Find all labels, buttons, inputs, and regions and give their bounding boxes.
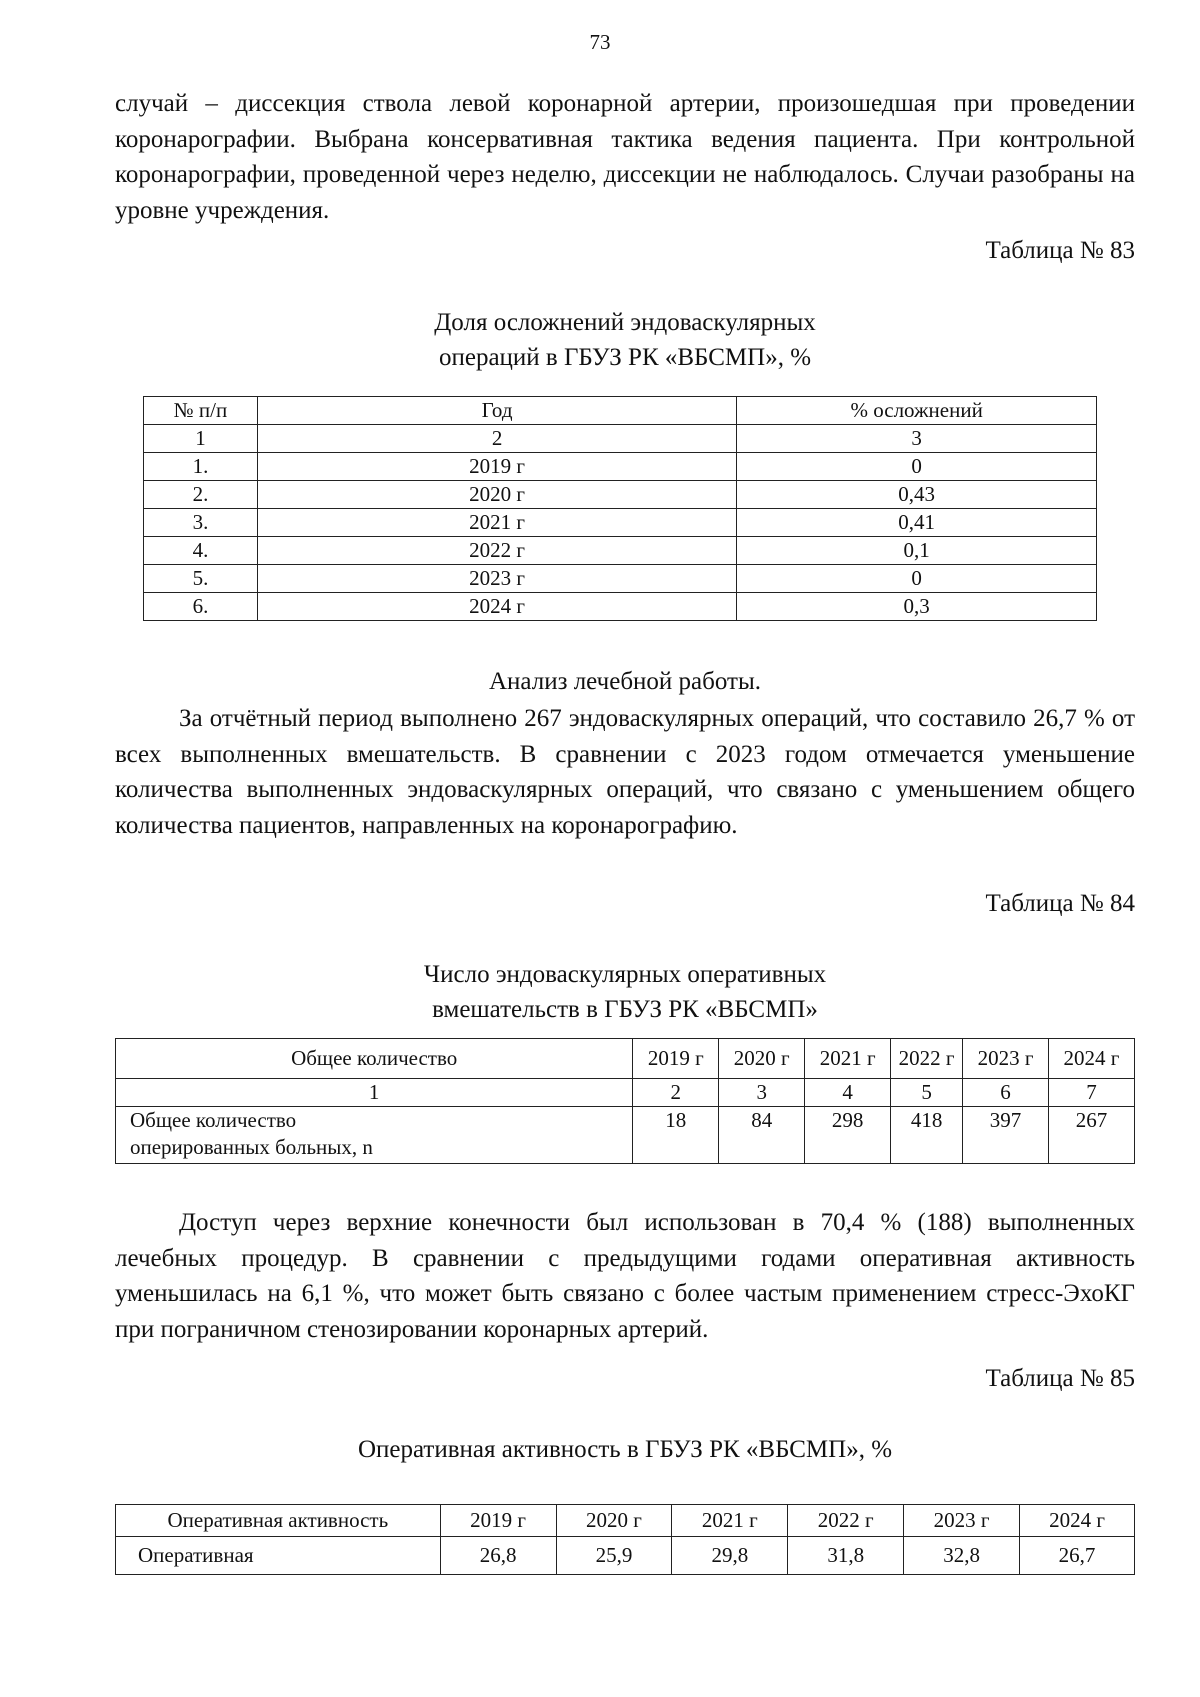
table-header-cell: № п/п [144, 397, 258, 425]
table-header-cell: Оперативная активность [116, 1505, 441, 1537]
table-83-number: Таблица № 83 [985, 237, 1135, 264]
table-84-number: Таблица № 84 [985, 890, 1135, 917]
table-header-cell: 2024 г [1048, 1039, 1134, 1079]
table-row-header [116, 1039, 1135, 1079]
table-header-cell: 2021 г [805, 1039, 891, 1079]
table-header-cell: 2023 г [963, 1039, 1049, 1079]
table-cell: 29,8 [672, 1537, 788, 1575]
table-85-number: Таблица № 85 [985, 1365, 1135, 1392]
table-row-index [116, 1079, 1135, 1107]
section-heading-text: Анализ лечебной работы. [488, 668, 762, 695]
table-row [144, 509, 1097, 537]
table-cell: 84 [719, 1107, 805, 1164]
table-cell: 0 [737, 453, 1097, 481]
table-cell: 1. [144, 453, 258, 481]
table-row-header [144, 397, 1097, 425]
table-cell: 1 [116, 1079, 633, 1107]
table-header-cell: 2023 г [904, 1505, 1020, 1537]
table-cell: 2023 г [257, 565, 736, 593]
table-header-cell: 2019 г [633, 1039, 719, 1079]
table-row [116, 1537, 1135, 1575]
table-cell: 4. [144, 537, 258, 565]
table-row [144, 453, 1097, 481]
table-cell: 2 [257, 425, 736, 453]
table-cell: 0,41 [737, 509, 1097, 537]
table-cell: 5. [144, 565, 258, 593]
paragraph-upper-limb-access: Доступ через верхние конечности был использован в 70,4 % (188) выполненных лечебных процедур. В сравнении с предыдущими годами оперативная активность уменьшилась на 6,1 %, что может быть связано с более частым применением стресс-ЭхоКГ при пограничном стенозировании коронарных артерий. [115, 1209, 1135, 1343]
table-cell: 2022 г [257, 537, 736, 565]
table-row [116, 1107, 1135, 1164]
table-header-cell: 2022 г [788, 1505, 904, 1537]
table-84 [115, 1038, 1135, 1164]
table-83-caption [0, 305, 1200, 375]
table-cell: 2. [144, 481, 258, 509]
paragraph-dissection-case: случай – диссекция ствола левой коронарной артерии, произошедшая при проведении коронарографии. Выбрана консервативная тактика ведения пациента. При контрольной коронарографии, проведенной через неделю, диссекции не наблюдалось. Случаи разобраны на уровне учреждения. [115, 90, 1135, 224]
row-label-line1: Общее количество [130, 1108, 297, 1132]
table-cell: 31,8 [788, 1537, 904, 1575]
table-cell: 267 [1048, 1107, 1134, 1164]
table-cell: 1 [144, 425, 258, 453]
table-84-caption-line2: вмешательств в ГБУЗ РК «ВБСМП» [432, 996, 818, 1023]
table-row-label: Оперативная [116, 1537, 441, 1575]
table-header-cell: 2024 г [1020, 1505, 1135, 1537]
table-cell: 25,9 [556, 1537, 672, 1575]
table-row [144, 565, 1097, 593]
table-cell: 7 [1048, 1079, 1134, 1107]
table-row [144, 593, 1097, 621]
table-cell: 0,1 [737, 537, 1097, 565]
table-cell: 4 [805, 1079, 891, 1107]
table-header-cell: 2022 г [891, 1039, 963, 1079]
table-85-caption [0, 1432, 1200, 1467]
table-header-cell: 2020 г [556, 1505, 672, 1537]
table-header-cell: 2019 г [440, 1505, 556, 1537]
table-83-caption-line2: операций в ГБУЗ РК «ВБСМП», % [438, 344, 812, 371]
table-cell: 397 [963, 1107, 1049, 1164]
table-row-header [116, 1505, 1135, 1537]
table-row-label [116, 1107, 633, 1164]
section-heading-treatment-analysis [0, 664, 1200, 699]
table-cell: 0 [737, 565, 1097, 593]
row-label-line2: оперированных больных, n [130, 1135, 373, 1159]
table-row-index [144, 425, 1097, 453]
page-number: 73 [589, 30, 611, 54]
table-cell: 0,43 [737, 481, 1097, 509]
table-84-caption-line1: Число эндоваскулярных оперативных [423, 961, 827, 988]
table-row [144, 481, 1097, 509]
table-cell: 26,8 [440, 1537, 556, 1575]
table-header-cell: Общее количество [116, 1039, 633, 1079]
table-header-cell: 2021 г [672, 1505, 788, 1537]
table-cell: 6 [963, 1079, 1049, 1107]
paragraph-treatment-analysis: За отчётный период выполнено 267 эндоваскулярных операций, что составило 26,7 % от всех выполненных вмешательств. В сравнении с 2023 годом отмечается уменьшение количества выполненных эндоваскулярных операций, что связано с уменьшением общего количества пациентов, направленных на коронарографию. [115, 705, 1135, 839]
table-cell: 26,7 [1020, 1537, 1135, 1575]
table-cell: 0,3 [737, 593, 1097, 621]
table-cell: 3 [719, 1079, 805, 1107]
table-cell: 3 [737, 425, 1097, 453]
table-85-caption-text: Оперативная активность в ГБУЗ РК «ВБСМП», % [357, 1436, 893, 1463]
table-cell: 5 [891, 1079, 963, 1107]
table-cell: 2021 г [257, 509, 736, 537]
table-header-cell: Год [257, 397, 736, 425]
table-cell: 2 [633, 1079, 719, 1107]
table-cell: 2020 г [257, 481, 736, 509]
table-header-cell: 2020 г [719, 1039, 805, 1079]
table-row [144, 537, 1097, 565]
table-cell: 3. [144, 509, 258, 537]
table-cell: 18 [633, 1107, 719, 1164]
table-cell: 2019 г [257, 453, 736, 481]
table-84-caption [0, 957, 1200, 1027]
table-85 [115, 1504, 1135, 1575]
table-cell: 418 [891, 1107, 963, 1164]
table-cell: 32,8 [904, 1537, 1020, 1575]
table-cell: 6. [144, 593, 258, 621]
table-83-caption-line1: Доля осложнений эндоваскулярных [434, 309, 816, 336]
table-header-cell: % осложнений [737, 397, 1097, 425]
table-83 [143, 396, 1097, 621]
table-cell: 298 [805, 1107, 891, 1164]
table-cell: 2024 г [257, 593, 736, 621]
